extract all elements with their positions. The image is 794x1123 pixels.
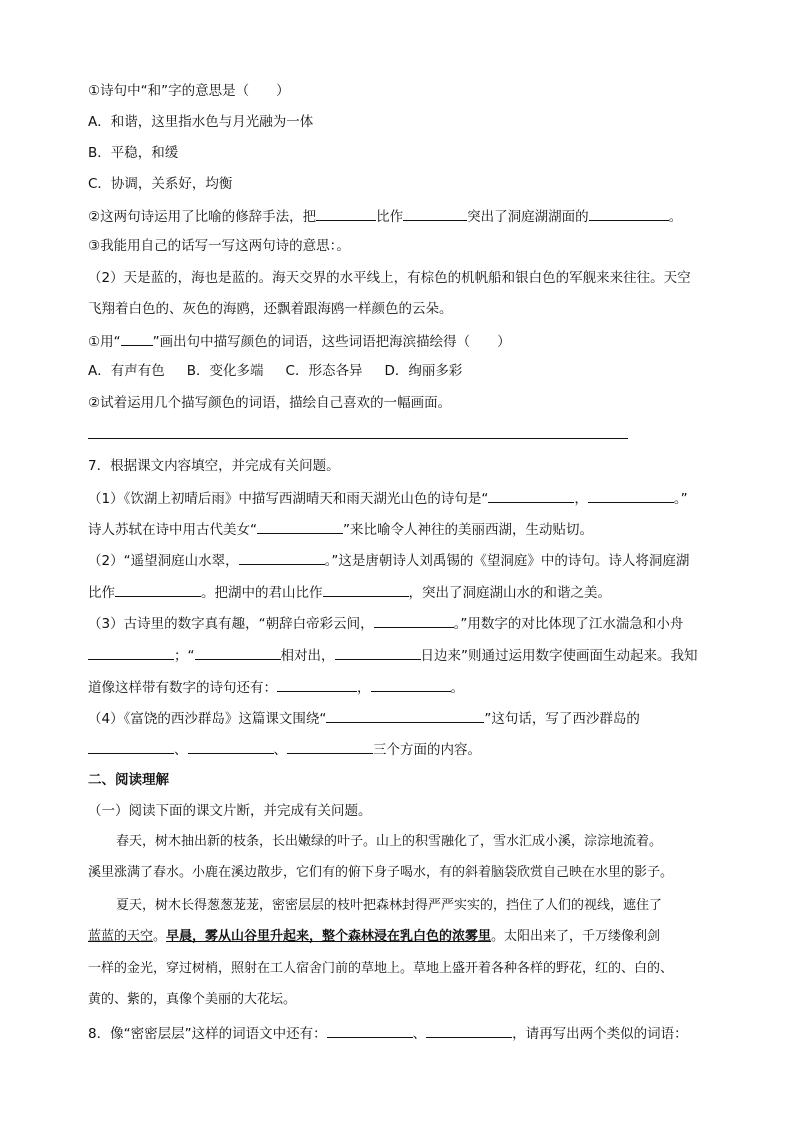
answer-blank[interactable] — [195, 645, 281, 660]
passage-para1-line2: 溪里涨满了春水。小鹿在溪边散步，它们有的俯下身子喝水，有的斜着脑袋欣赏自己映在水里的影子。 — [88, 865, 674, 880]
q-he-meaning-line: ③我能用自己的话写一写这两句诗的意思：。 — [88, 238, 350, 254]
q7-part3-line3: 道像这样带有数字的诗句还有： ， 。 — [88, 677, 464, 697]
q7-part4-line1: （4）《富饶的西沙群岛》这篇课文围绕“ ”这句话，写了西沙群岛的 — [88, 708, 640, 728]
answer-blank[interactable] — [239, 550, 325, 565]
passage-para2-line1: 夏天，树木长得葱葱茏茏，密密层层的枝叶把森林封得严严实实的，挡住了人们的视线，遮住了 — [116, 898, 663, 913]
answer-blank[interactable] — [335, 645, 421, 660]
answer-blank[interactable] — [588, 488, 674, 503]
answer-blank[interactable] — [371, 677, 451, 692]
q-he-option-c: C．协调，关系好，均衡 — [88, 176, 233, 192]
answer-blank[interactable] — [88, 645, 174, 660]
q7-part4-line2: 、 、 三个方面的内容。 — [88, 739, 481, 759]
answer-blank[interactable] — [426, 1023, 512, 1038]
q2-describe-prompt: ②试着运用几个描写颜色的词语，描绘自己喜欢的一幅画面。 — [88, 395, 452, 411]
q7-part2-line1: （2）“遥望洞庭山水翠， 。”这是唐朝诗人刘禹锡的《望洞庭》中的诗句。诗人将洞庭湖 — [88, 550, 689, 570]
answer-blank[interactable] — [188, 739, 274, 754]
q-he-stem: ①诗句中“和”字的意思是（ ） — [88, 83, 290, 99]
answer-blank[interactable] — [88, 739, 174, 754]
answer-blank[interactable] — [277, 677, 357, 692]
q-he-option-a: A．和谐，这里指水色与月光融为一体 — [88, 114, 314, 130]
q7-part3-line1: （3）古诗里的数字真有趣，“朝辞白帝彩云间， 。”用数字的对比体现了江水湍急和小舟 — [88, 613, 683, 633]
answer-blank[interactable] — [374, 613, 454, 628]
q2-options: A．有声有色 B．变化多端 C．形态各异 D．绚丽多彩 — [88, 363, 463, 379]
passage-para2-line2: 蓝蓝的天空。早晨，雾从山谷里升起来，整个森林浸在乳白色的浓雾里。太阳出来了，千万缕像利剑 — [88, 929, 661, 944]
q2-passage-line2: 飞翔着白色的、灰色的海鸥，还飘着跟海鸥一样颜色的云朵。 — [88, 301, 453, 317]
answer-blank[interactable] — [257, 519, 343, 534]
answer-blank[interactable] — [323, 582, 409, 597]
answer-blank[interactable] — [115, 582, 201, 597]
underline-mark — [121, 331, 153, 346]
q7-part1-line2: 诗人苏轼在诗中用古代美女“ ”来比喻令人神往的美丽西湖，生动贴切。 — [88, 519, 593, 539]
q7-part1-line1: （1）《饮湖上初晴后雨》中描写西湖晴天和雨天湖光山色的诗句是“ ， 。” — [88, 488, 688, 508]
q7-part3-line2: ；“ 相对出， 日边来”则通过运用数字使画面生动起来。我知 — [88, 645, 698, 665]
q7-title: 7．根据课文内容填空，并完成有关问题。 — [88, 458, 340, 474]
passage-para2-line4: 黄的、紫的，真像个美丽的大花坛。 — [88, 992, 297, 1007]
q-he-metaphor-line: ②这两句诗运用了比喻的修辞手法，把 比作 突出了洞庭湖湖面的 。 — [88, 206, 682, 226]
q7-part2-line2: 比作 。把湖中的君山比作 ，突出了洞庭湖山水的和谐之美。 — [88, 582, 611, 602]
q8-line: 8．像“密密层层”这样的词语文中还有： 、 ，请再写出两个类似的词语： — [88, 1023, 688, 1043]
answer-line[interactable] — [88, 438, 628, 439]
answer-blank[interactable] — [316, 206, 376, 221]
passage-para2-line3: 一样的金光，穿过树梢，照射在工人宿舍门前的草地上。草地上盛开着各种各样的野花，红的、白的、 — [88, 961, 674, 976]
answer-blank[interactable] — [287, 739, 373, 754]
passage-para1-line1: 春天，树木抽出新的枝条，长出嫩绿的叶子。山上的积雪融化了，雪水汇成小溪，淙淙地流着。 — [116, 834, 663, 849]
section-title: 二、阅读理解 — [88, 772, 169, 788]
answer-blank[interactable] — [488, 488, 574, 503]
answer-blank[interactable] — [589, 206, 669, 221]
answer-blank[interactable] — [327, 1023, 413, 1038]
q-he-option-b: B．平稳，和缓 — [88, 145, 179, 161]
answer-blank[interactable] — [403, 206, 467, 221]
q2-passage-line1: （2）天是蓝的，海也是蓝的。海天交界的水平线上，有棕色的机帆船和银白色的军舰来来往往。天空 — [88, 270, 691, 286]
section-subtitle: （一）阅读下面的课文片断，并完成有关问题。 — [88, 803, 372, 819]
q2-color-words-question: ①用“ ”画出句中描写颜色的词语，这些词语把海滨描绘得（ ） — [88, 331, 511, 351]
answer-blank[interactable] — [326, 708, 484, 723]
